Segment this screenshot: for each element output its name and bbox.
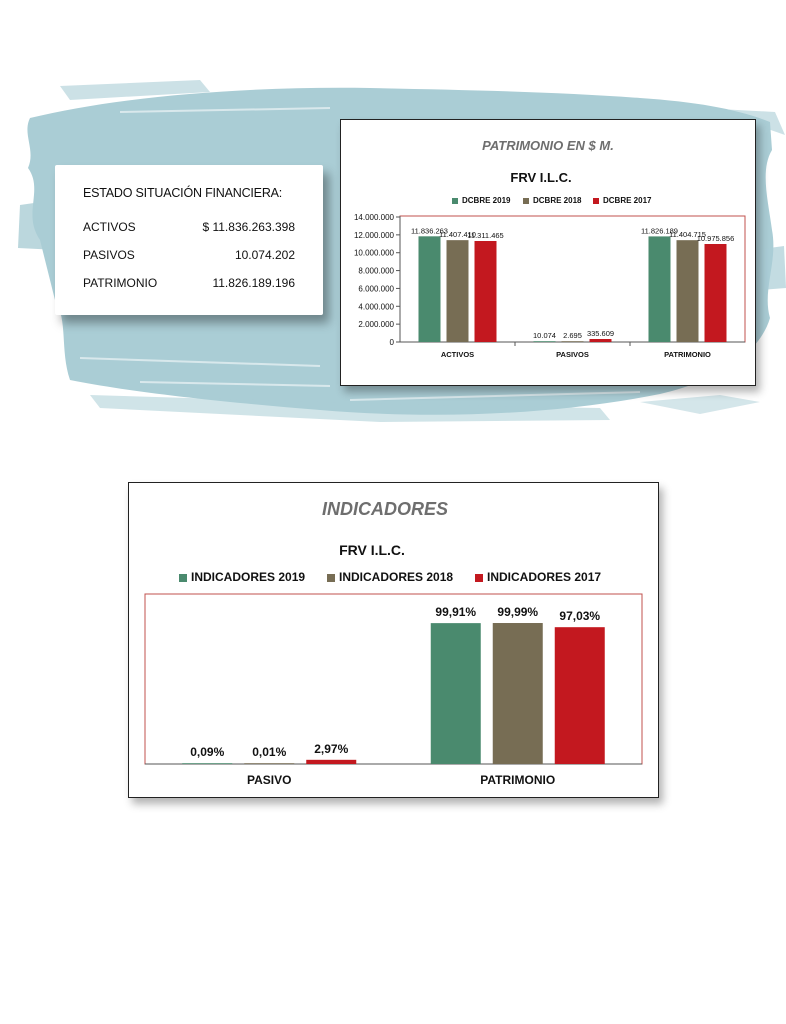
data-label: 11.311.465 xyxy=(467,231,504,241)
y-tick-label: 12.000.000 xyxy=(353,230,394,240)
legend-swatch xyxy=(475,574,483,582)
legend-swatch xyxy=(523,198,529,204)
y-tick-label: 2.000.000 xyxy=(358,320,394,330)
financial-summary-title: ESTADO SITUACIÓN FINANCIERA: xyxy=(83,186,283,200)
bar xyxy=(475,241,497,342)
legend-swatch xyxy=(327,574,335,582)
indicadores-chart xyxy=(128,482,659,798)
legend-label: DCBRE 2017 xyxy=(603,196,652,205)
bar xyxy=(649,236,671,342)
data-label: 0,09% xyxy=(190,745,225,760)
bar xyxy=(590,339,612,342)
data-label: 335.609 xyxy=(586,329,615,339)
legend-swatch xyxy=(593,198,599,204)
x-tick-label: ACTIVOS xyxy=(440,350,475,359)
activos-value: $ 11.836.263.398 xyxy=(202,220,295,234)
data-label: 11.826.189 xyxy=(641,226,678,236)
data-label: 2.695 xyxy=(563,331,582,341)
data-label: 11.407.410 xyxy=(439,230,476,240)
y-tick-label: 6.000.000 xyxy=(358,284,394,294)
data-label: 97,03% xyxy=(559,609,601,624)
legend-label: INDICADORES 2018 xyxy=(339,570,454,584)
y-tick-label: 10.000.000 xyxy=(353,248,394,258)
bar xyxy=(447,240,469,342)
chart-subtitle: FRV I.L.C. xyxy=(339,542,405,558)
x-tick-label: PATRIMONIO xyxy=(480,773,556,787)
patrimonio-label: PATRIMONIO xyxy=(83,276,158,290)
bar xyxy=(705,244,727,342)
bar xyxy=(534,341,556,342)
x-tick-label: PASIVO xyxy=(247,773,292,787)
bar xyxy=(562,341,584,342)
legend-label: INDICADORES 2019 xyxy=(191,570,306,584)
x-tick-label: PASIVOS xyxy=(556,350,589,359)
chart-subtitle: FRV I.L.C. xyxy=(510,170,572,185)
bar xyxy=(182,763,232,764)
legend-swatch xyxy=(179,574,187,582)
x-tick-label: PATRIMONIO xyxy=(664,350,711,359)
legend-label: DCBRE 2019 xyxy=(462,196,511,205)
data-label: 0,01% xyxy=(252,745,287,760)
data-label: 10.074 xyxy=(533,331,556,341)
activos-label: ACTIVOS xyxy=(83,220,136,234)
y-tick-label: 0 xyxy=(389,338,394,347)
data-label: 99,91% xyxy=(435,605,477,620)
financial-summary-card xyxy=(55,165,323,315)
bar xyxy=(431,623,481,764)
bar xyxy=(419,236,441,342)
bar xyxy=(306,760,356,764)
legend-label: DCBRE 2018 xyxy=(533,196,582,205)
data-label: 99,99% xyxy=(497,605,539,620)
bar xyxy=(493,623,543,764)
patrimonio-chart xyxy=(340,119,756,386)
legend-label: INDICADORES 2017 xyxy=(487,570,602,584)
chart-title: PATRIMONIO EN $ M. xyxy=(482,138,614,153)
pasivos-value: 10.074.202 xyxy=(234,248,295,262)
patrimonio-value: 11.826.189.196 xyxy=(212,276,295,290)
pasivos-label: PASIVOS xyxy=(83,248,135,262)
chart-title: INDICADORES xyxy=(321,499,449,519)
indicadores-chart-svg xyxy=(129,483,658,797)
data-label: 11.404.715 xyxy=(669,230,706,240)
y-tick-label: 4.000.000 xyxy=(358,302,394,312)
legend-swatch xyxy=(452,198,458,204)
y-tick-label: 8.000.000 xyxy=(358,266,394,276)
data-label: 2,97% xyxy=(314,741,349,756)
patrimonio-chart-svg xyxy=(341,120,755,385)
bar xyxy=(677,240,699,342)
data-label: 10.975.856 xyxy=(696,234,735,244)
y-tick-label: 14.000.000 xyxy=(353,213,394,222)
bar xyxy=(244,763,294,764)
bar xyxy=(555,627,605,764)
data-label: 11.836.263 xyxy=(411,226,448,236)
